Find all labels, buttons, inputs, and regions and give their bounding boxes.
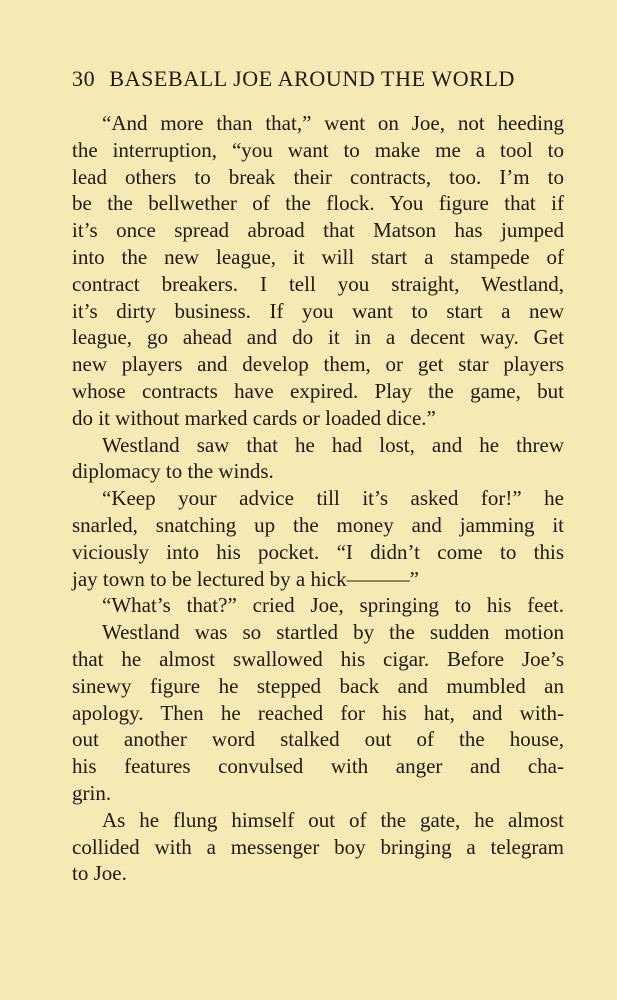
body-text bbox=[72, 110, 564, 887]
running-header bbox=[72, 66, 552, 92]
text-line: whose contracts have expired. Play the game, but bbox=[72, 378, 564, 403]
text-line: snarled, snatching up the money and jamming it bbox=[72, 512, 564, 537]
text-line: jay town to be lectured by a hick———” bbox=[72, 566, 419, 591]
text-line: sinewy figure he stepped back and mumbled an bbox=[72, 673, 564, 698]
text-line: As he flung himself out of the gate, he almost bbox=[102, 807, 564, 832]
text-line: grin. bbox=[72, 780, 112, 805]
text-line: Westland was so startled by the sudden motion bbox=[102, 620, 564, 645]
text-line: it’s once spread abroad that Matson has jumped bbox=[72, 218, 564, 243]
text-line: into the new league, it will start a stampede of bbox=[72, 244, 564, 269]
text-line: “What’s that?” cried Joe, springing to his feet. bbox=[102, 593, 564, 618]
text-line: viciously into his pocket. “I didn’t come to this bbox=[72, 539, 564, 564]
text-line: “And more than that,” went on Joe, not heeding bbox=[102, 111, 564, 135]
text-line: Westland saw that he had lost, and he threw bbox=[102, 432, 564, 457]
page-number: 30 bbox=[72, 66, 96, 91]
running-title: BASEBALL JOE AROUND THE WORLD bbox=[109, 66, 515, 91]
text-line: do it without marked cards or loaded dice.” bbox=[72, 405, 436, 430]
text-line: league, go ahead and do it in a decent way. Get bbox=[72, 325, 564, 350]
text-line: that he almost swallowed his cigar. Before Joe’s bbox=[72, 646, 564, 671]
text-line: be the bellwether of the flock. You figure that if bbox=[72, 191, 564, 216]
text-line: contract breakers. I tell you straight, Westland, bbox=[72, 271, 564, 296]
text-line: to Joe. bbox=[72, 861, 127, 886]
text-line: “Keep your advice till it’s asked for!” he bbox=[102, 486, 564, 511]
text-line: his features convulsed with anger and cha- bbox=[72, 754, 564, 779]
text-line: the interruption, “you want to make me a tool to bbox=[72, 137, 564, 162]
text-line: it’s dirty business. If you want to start a new bbox=[72, 298, 564, 323]
text-line: lead others to break their contracts, too. I’m to bbox=[72, 164, 564, 189]
text-line: new players and develop them, or get star players bbox=[72, 352, 564, 377]
text-line: apology. Then he reached for his hat, and with- bbox=[72, 700, 564, 725]
text-line: diplomacy to the winds. bbox=[72, 459, 274, 484]
text-line: out another word stalked out of the house, bbox=[72, 727, 564, 752]
text-line: collided with a messenger boy bringing a telegram bbox=[72, 834, 564, 859]
